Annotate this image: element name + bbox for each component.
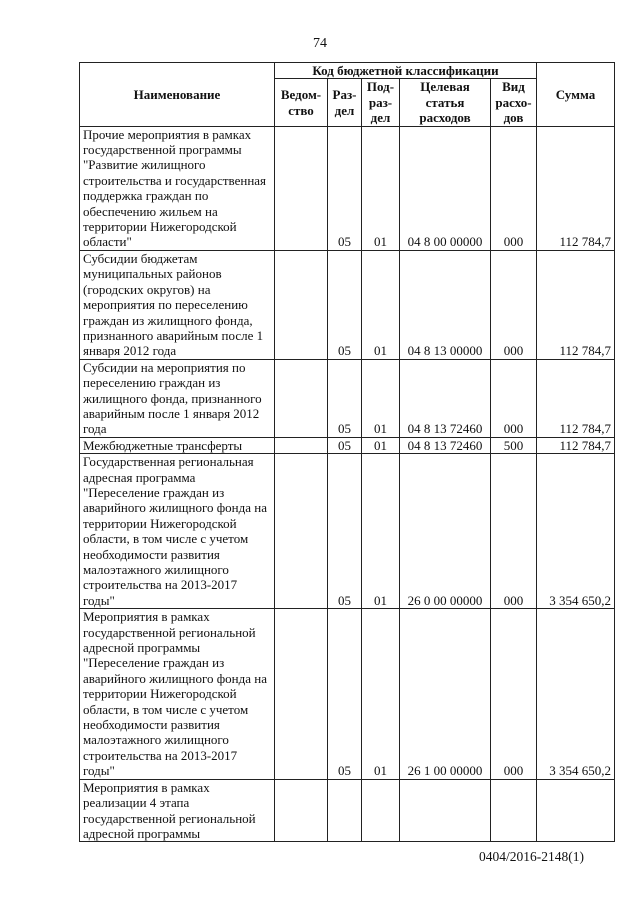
row-target-article: 04 8 13 00000 xyxy=(400,250,491,359)
row-department xyxy=(275,437,328,453)
row-sum: 112 784,7 xyxy=(537,250,615,359)
table-row xyxy=(80,250,615,359)
table-row xyxy=(80,779,615,842)
header-budget-classification: Код бюджетной классификации xyxy=(275,63,537,79)
document-code: 0404/2016-2148(1) xyxy=(479,849,584,864)
row-name: Субсидии на мероприятия по переселению граждан из жилищного фонда, признанного аварийным после 1 января 2012 года xyxy=(80,359,275,437)
row-sum: 3 354 650,2 xyxy=(537,454,615,609)
row-sum: 3 354 650,2 xyxy=(537,609,615,779)
row-section xyxy=(328,779,362,842)
row-department xyxy=(275,359,328,437)
header-sum: Сумма xyxy=(537,63,615,127)
row-section: 05 xyxy=(328,126,362,250)
row-subsection: 01 xyxy=(362,609,400,779)
row-section: 05 xyxy=(328,250,362,359)
table-row xyxy=(80,609,615,779)
header-subsection: Под-раз-дел xyxy=(362,79,400,126)
row-sum: 112 784,7 xyxy=(537,437,615,453)
row-name: Прочие мероприятия в рамках государственной программы "Развитие жилищного строительства и государственная поддержка граждан по обеспечению жильем на территории Нижегородской области" xyxy=(80,126,275,250)
row-subsection: 01 xyxy=(362,437,400,453)
row-subsection: 01 xyxy=(362,250,400,359)
row-sum: 112 784,7 xyxy=(537,126,615,250)
row-target-article: 04 8 13 72460 xyxy=(400,359,491,437)
row-expense-type: 500 xyxy=(491,437,537,453)
row-sum: 112 784,7 xyxy=(537,359,615,437)
row-subsection: 01 xyxy=(362,454,400,609)
table-row xyxy=(80,437,615,453)
row-sum xyxy=(537,779,615,842)
row-section: 05 xyxy=(328,609,362,779)
row-department xyxy=(275,126,328,250)
table-row xyxy=(80,126,615,250)
row-section: 05 xyxy=(328,359,362,437)
row-subsection: 01 xyxy=(362,126,400,250)
row-name: Мероприятия в рамках государственной региональной адресной программы "Переселение граждан из аварийного жилищного фонда на территории Нижегородской области, в том числе с учетом необходимости развития малоэтажного жилищного строительства на 2013-2017 годы" xyxy=(80,609,275,779)
row-target-article: 26 0 00 00000 xyxy=(400,454,491,609)
page-number: 74 xyxy=(313,36,327,51)
row-subsection: 01 xyxy=(362,359,400,437)
row-expense-type: 000 xyxy=(491,250,537,359)
row-target-article: 26 1 00 00000 xyxy=(400,609,491,779)
table-row xyxy=(80,359,615,437)
row-name: Межбюджетные трансферты xyxy=(80,437,275,453)
row-expense-type: 000 xyxy=(491,609,537,779)
row-name: Государственная региональная адресная программа "Переселение граждан из аварийного жилищного фонда на территории Нижегородской области, в том числе с учетом необходимости развития малоэтажного жилищного строительства на 2013-2017 годы" xyxy=(80,454,275,609)
header-name: Наименование xyxy=(80,63,275,127)
header-department: Ведом-ство xyxy=(275,79,328,126)
row-name: Субсидии бюджетам муниципальных районов (городских округов) на мероприятия по переселению граждан из жилищного фонда, признанного аварийным после 1 января 2012 года xyxy=(80,250,275,359)
row-target-article: 04 8 00 00000 xyxy=(400,126,491,250)
budget-classification-table xyxy=(79,62,615,842)
row-department xyxy=(275,779,328,842)
row-expense-type xyxy=(491,779,537,842)
table-row xyxy=(80,454,615,609)
row-section: 05 xyxy=(328,454,362,609)
header-target-article: Целевая статья расходов xyxy=(400,79,491,126)
row-target-article xyxy=(400,779,491,842)
row-department xyxy=(275,454,328,609)
row-department xyxy=(275,250,328,359)
row-section: 05 xyxy=(328,437,362,453)
row-department xyxy=(275,609,328,779)
header-expense-type: Вид расхо-дов xyxy=(491,79,537,126)
row-expense-type: 000 xyxy=(491,454,537,609)
row-target-article: 04 8 13 72460 xyxy=(400,437,491,453)
row-expense-type: 000 xyxy=(491,359,537,437)
row-subsection xyxy=(362,779,400,842)
row-expense-type: 000 xyxy=(491,126,537,250)
row-name: Мероприятия в рамках реализации 4 этапа государственной региональной адресной программы xyxy=(80,779,275,842)
header-section: Раз-дел xyxy=(328,79,362,126)
